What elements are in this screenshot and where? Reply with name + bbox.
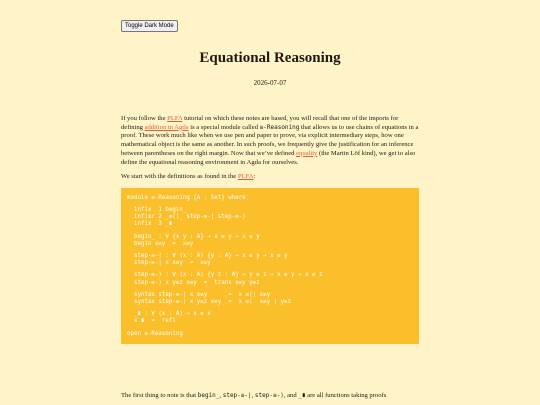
plfa-link-2[interactable]: PLFA bbox=[237, 173, 254, 181]
inline-code: _∎ bbox=[298, 392, 306, 399]
toggle-dark-mode-button[interactable]: Toggle Dark Mode bbox=[121, 20, 178, 32]
text-run: that allows us to use chains of equations in a proof. These work much like when we use pen and paper to prove, via explicit intermediary steps, how one mathematical object is the same as another. In such proofs, we frequently give the justification for an inference between parentheses on the right margin. Now that we’ve defined bbox=[121, 123, 419, 157]
code-line: syntax step-≡-∣ x x≡y = x ≡⟨⟩ x≡y bbox=[127, 291, 271, 298]
text-run: If you follow the bbox=[121, 115, 168, 122]
code-line: _∎ : ∀ (x : A) → x ≡ x bbox=[127, 311, 211, 318]
page-title: Equational Reasoning bbox=[199, 50, 341, 66]
code-line: begin_ : ∀ {x y : A} → x ≡ y → x ≡ y bbox=[127, 233, 260, 240]
text-run: are all functions taking proofs bbox=[305, 392, 387, 399]
agda-code-block bbox=[121, 188, 419, 344]
code-line: x ∎ = refl bbox=[127, 318, 176, 325]
text-run: , bbox=[219, 392, 223, 399]
code-line: open ≡-Reasoning bbox=[127, 330, 183, 337]
plfa-link[interactable]: PLFA bbox=[167, 115, 183, 122]
text-run: (the Martin Löf kind), we get to also define the equational reasoning environment in Agda for ourselves. bbox=[121, 149, 416, 166]
inline-code: step-≡-∣ bbox=[222, 392, 252, 399]
code-line: step-≡-∣ x x≡y = x≡y bbox=[127, 260, 211, 267]
code-line: infixr 2 _≡⟨⟩_ step-≡-∣ step-≡-⟩ bbox=[127, 214, 246, 221]
post-date: 2026-07-07 bbox=[253, 79, 287, 87]
inline-code: ≡-Reasoning bbox=[259, 123, 300, 131]
text-run: : bbox=[253, 173, 256, 181]
code-line: begin x≡y = x≡y bbox=[127, 240, 194, 247]
article-body bbox=[121, 115, 419, 352]
addition-in-agda-link[interactable]: addition in Agda bbox=[144, 123, 189, 131]
code-line: module ≡-Reasoning {A : Set} where bbox=[127, 194, 246, 201]
inline-code: step-≡-⟩ bbox=[254, 392, 284, 399]
code-line: step-≡-∣ : ∀ (x : A) {y : A} → x ≡ y → x ≡ y bbox=[127, 253, 288, 260]
code-line: step-≡-⟩ : ∀ (x : A) {y z : A} → y ≡ z → x ≡ y → x ≡ z bbox=[127, 272, 323, 279]
code-line: syntax step-≡-⟩ x y≡z x≡y = x ≡⟨ x≡y ⟩ y≡z bbox=[127, 298, 292, 305]
text-run: is a special module called bbox=[188, 123, 260, 131]
code-line: infix 3 _∎ bbox=[127, 221, 173, 228]
equality-link[interactable]: equality bbox=[296, 149, 318, 157]
text-run: tutorial on which these notes are based, you will recall that one of the imports for defining bbox=[121, 115, 399, 131]
text-run: , and bbox=[283, 392, 299, 399]
text-run: We start with the definitions as found in the bbox=[121, 173, 238, 181]
code-line: infix 1 begin_ bbox=[127, 207, 187, 214]
code-line: step-≡-⟩ x y≡z x≡y = trans x≡y y≡z bbox=[127, 279, 260, 286]
following-paragraph bbox=[121, 392, 419, 401]
inline-code: begin_ bbox=[197, 392, 220, 399]
text-run: The first thing to note is that bbox=[121, 392, 198, 399]
definitions-paragraph bbox=[121, 173, 419, 182]
intro-paragraph bbox=[121, 115, 419, 167]
text-run: , bbox=[251, 392, 255, 399]
